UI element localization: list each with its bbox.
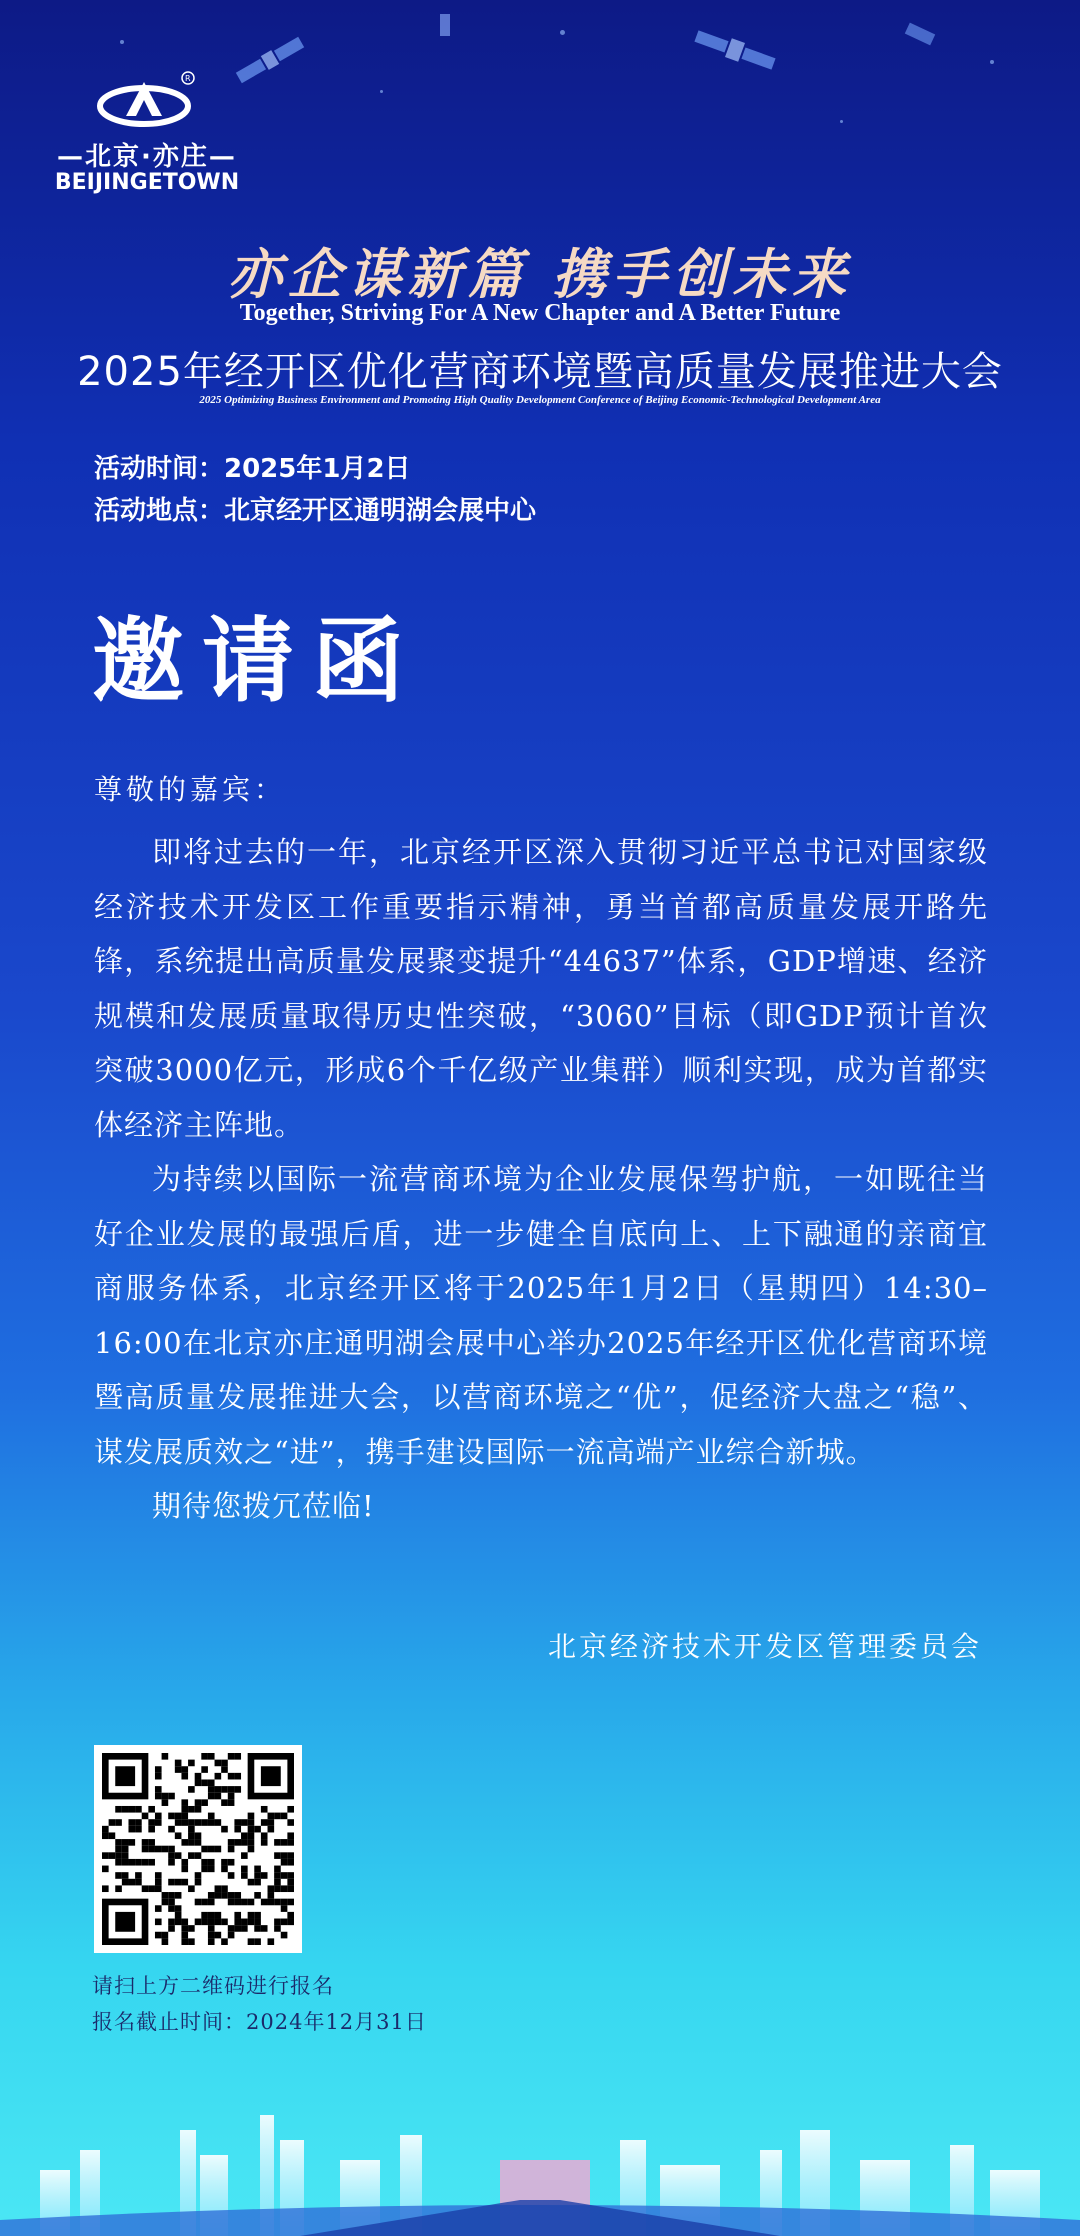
satellite-icon: [690, 20, 780, 80]
qr-code[interactable]: [94, 1745, 302, 1953]
svg-text:R: R: [185, 74, 191, 83]
conference-title-english: 2025 Optimizing Business Environment and Promoting High Quality Development Conference of Beijing Economic-Technological Development Area: [199, 394, 881, 406]
qr-code-icon: [102, 1753, 294, 1945]
logo-mark-icon: [96, 70, 196, 130]
logo-chinese-text: —北京·亦庄—: [57, 142, 237, 172]
satellite-icon: [430, 10, 460, 40]
star-decoration: [120, 40, 124, 44]
star-decoration: [560, 30, 565, 35]
letter-paragraph: 即将过去的一年，北京经开区深入贯彻习近平总书记对国家级经济技术开发区工作重要指示精神，勇当首都高质量发展开路先锋，系统提出高质量发展聚变提升“44637”体系，GDP增速、经济规模和发展质量取得历史性突破，“3060”目标（即GDP预计首次突破3000亿元，形成6个千亿级产业集群）顺利实现，成为首都实体经济主阵地。: [94, 835, 988, 1142]
conference-title: 2025年经开区优化营商环境暨高质量发展推进大会: [77, 349, 1003, 395]
letter-paragraph: 期待您拨冗莅临!: [152, 1489, 375, 1523]
slogan-english: Together, Striving For A New Chapter and A Better Future: [239, 300, 841, 326]
star-decoration: [840, 120, 843, 123]
event-place: 活动地点：北京经开区通明湖会展中心: [94, 496, 537, 526]
satellite-icon: [230, 30, 310, 90]
satellite-icon: [900, 20, 940, 50]
event-time: 活动时间：2025年1月2日: [94, 454, 411, 484]
star-decoration: [380, 90, 383, 93]
star-decoration: [990, 60, 994, 64]
invitation-title: 邀请函: [92, 608, 423, 715]
signature: 北京经济技术开发区管理委员会: [547, 1630, 982, 1663]
registration-deadline: 报名截止时间：2024年12月31日: [92, 2010, 427, 2034]
qr-instruction: 请扫上方二维码进行报名: [92, 1974, 334, 1998]
city-skyline-icon: [0, 2100, 1080, 2236]
salutation: 尊敬的嘉宾：: [94, 773, 287, 806]
letter-paragraph: 为持续以国际一流营商环境为企业发展保驾护航，一如既往当好企业发展的最强后盾，进一步健全自底向上、上下融通的亲商宜商服务体系，北京经开区将于2025年1月2日（星期四）14:30–16:00在北京亦庄通明湖会展中心举办2025年经开区优化营商环境暨高质量发展推进大会，以营商环境之“优”，促经济大盘之“稳”、谋发展质效之“进”，携手建设国际一流高端产业综合新城。: [94, 1162, 988, 1469]
logo-english-text: BEIJINGETOWN: [54, 170, 240, 195]
slogan: 亦企谋新篇 携手创未来: [227, 242, 853, 306]
logo: [52, 70, 242, 200]
letter-body: [94, 825, 988, 1534]
